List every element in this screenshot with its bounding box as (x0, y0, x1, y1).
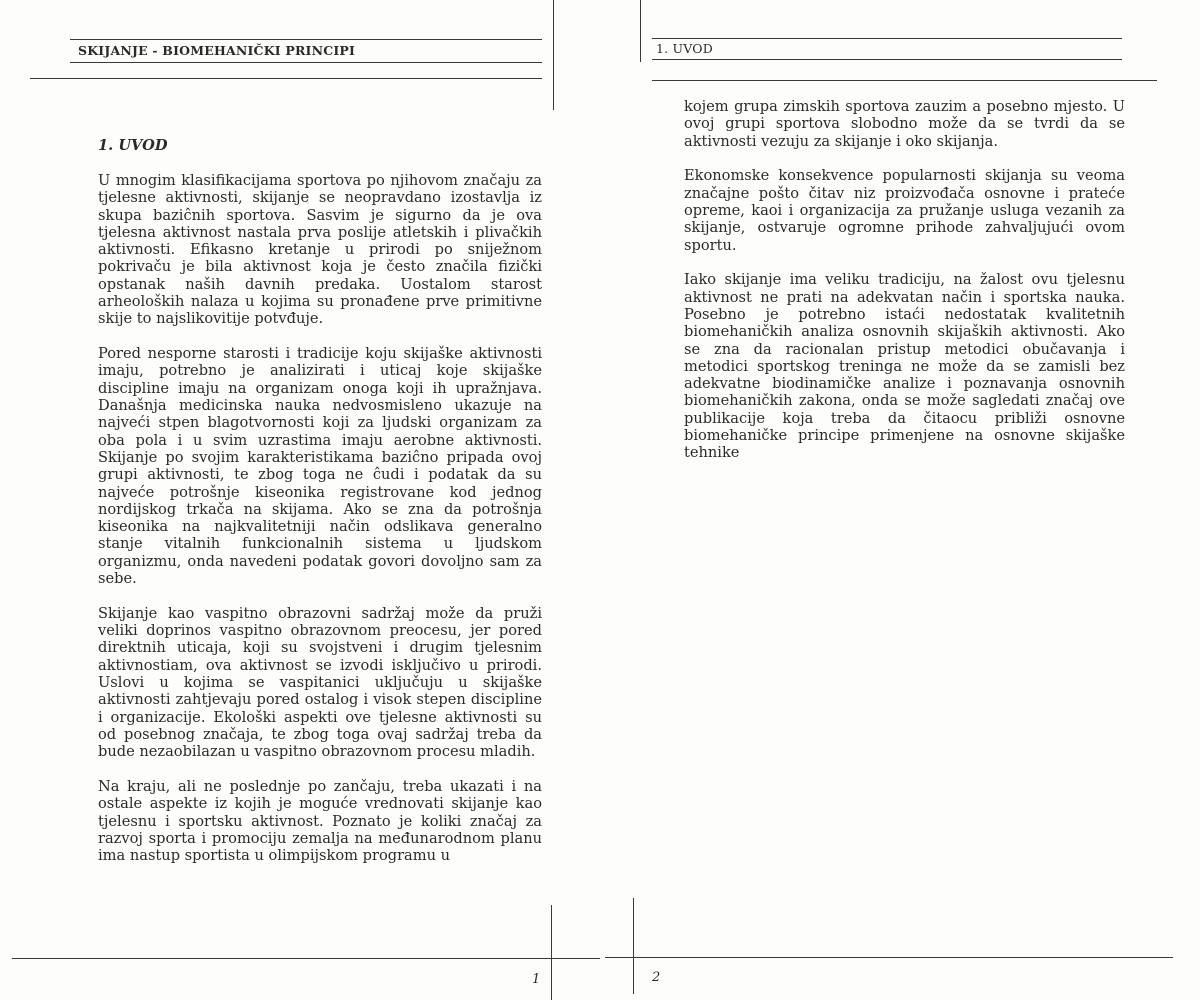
left-paragraph: Skijanje kao vaspitno obrazovni sadržaj može da pruži veliki doprinos vaspitno obrazovnom preocesu, jer pored direktnih uticaja, koji su svojstveni i drugim tjelesnim aktivnostiam, ova aktivnost se izvodi isključivo u prirodi. Uslovi u kojima se vaspitanici uključuju u skijaške aktivnosti zahtjevaju pored ostalog i visok stepen discipline i organizacije. Ekološki aspekti ove tjelesne aktivnosti su od posebnog značaja, te zbog toga ovaj sadržaj treba da bude nezaobilazan u vaspitno obrazovnom procesu mladih. (98, 604, 542, 761)
section-title: 1. UVOD (98, 137, 168, 154)
right-head-underline (652, 59, 1122, 60)
left-head-bottom-rule (30, 78, 542, 79)
left-paragraph: Pored nesporne starosti i tradicije koju skijaške aktivnosti imaju, potrebno je analizirati i uticaj koje skijaške discipline imaju na organizam onoga koji ih upražnjava. Današnja medicinska nauka nedvosmisleno ukazuje na najveći stpen blagotvornosti koji za ljudski organizam za oba pola i u svim uzrastima imaju aerobne aktivnosti. Skijanje po svojim karakteristikama baziĉno pripada ovoj grupi aktivnosti, te zbog toga ne ĉudi i podatak da su najveće potrošnje kiseonika registrovane kod jednog nordijskog trkača na skijama. Ako se zna da potrošnja kiseonika na najkvalitetniji način odslikava generalno stanje vitalnih funkcionalnih sistema u ljudskom organizmu, onda navedeni podatak govori dovoljno sam za sebe. (98, 345, 542, 588)
left-head-underline (70, 62, 542, 63)
left-running-head: SKIJANJE - BIOMEHANIČKI PRINCIPI (78, 43, 356, 58)
left-body-text (98, 172, 542, 864)
left-paragraph: U mnogim klasifikacijama sportova po njihovom značaju za tjelesne aktivnosti, skijanje se neopravdano izostavlja iz skupa baziĉnih sportova. Sasvim je sigurno da je ova tjelesna aktivnost nastala prva poslije atletskih i plivačkih aktivnosti. Efikasno kretanje u prirodi po sniježnom pokrivaču je bila aktivnost koja je često značila fizički opstanak naših davnih predaka. Uostalom starost arheoloških nalaza u kojima su pronađene prve primitivne skije to najslikovitije potvđuje. (98, 172, 542, 328)
right-running-head: 1. UVOD (656, 41, 713, 56)
right-paragraph: Ekonomske konsekvence popularnosti skijanja su veoma značajne pošto čitav niz proizvođača osnovne i prateće opreme, kaoi i organizacija za pružanje usluga vezanih za skijanje, ostvaruje ogromne prihode zahvaljujući ovom sportu. (684, 167, 1125, 254)
right-paragraph: Iako skijanje ima veliku tradiciju, na žalost ovu tjelesnu aktivnost ne prati na adekvatan način i sportska nauka. Posebno je potrebno istaći nedostatak kvalitetnih biomehaničkih analiza osnovnih skijaških aktivnosti. Ako se zna da racionalan pristup metodici obučavanja i metodici sportskog treninga ne može da se zamisli bez adekvatne biodinamičke analize i poznavanja osnovnih biomehaničkih zakona, onda se može sagledati značaj ove publikacije koja treba da čitaocu približi osnovne biomehaničke principe primenjene na osnovne skijaške tehnike (684, 271, 1125, 462)
left-footer-rule (12, 958, 600, 959)
left-page-number: 1 (532, 972, 541, 987)
right-page-number: 2 (652, 970, 661, 985)
right-top-crop-mark (640, 0, 641, 62)
right-paragraph: kojem grupa zimskih sportova zauzim a posebno mjesto. U ovoj grupi sportova slobodno može da se tvrdi da se aktivnosti vezuju za skijanje i oko skijanja. (684, 98, 1125, 150)
right-head-top-rule (652, 38, 1122, 39)
left-top-crop-mark (553, 0, 554, 110)
right-head-bottom-rule (652, 80, 1157, 81)
left-bottom-crop-mark (551, 905, 552, 1000)
left-paragraph: Na kraju, ali ne poslednje po zančaju, treba ukazati i na ostale aspekte iz kojih je moguće vrednovati skijanje kao tjelesnu i sportsku aktivnost. Poznato je koliki značaj za razvoj sporta i promociju zemalja na međunarodnom planu ima nastup sportista u olimpijskom programu u (98, 778, 542, 865)
right-body-text (684, 98, 1125, 462)
left-head-top-rule (70, 39, 542, 40)
right-footer-rule (605, 957, 1173, 958)
right-bottom-crop-mark (633, 898, 634, 994)
